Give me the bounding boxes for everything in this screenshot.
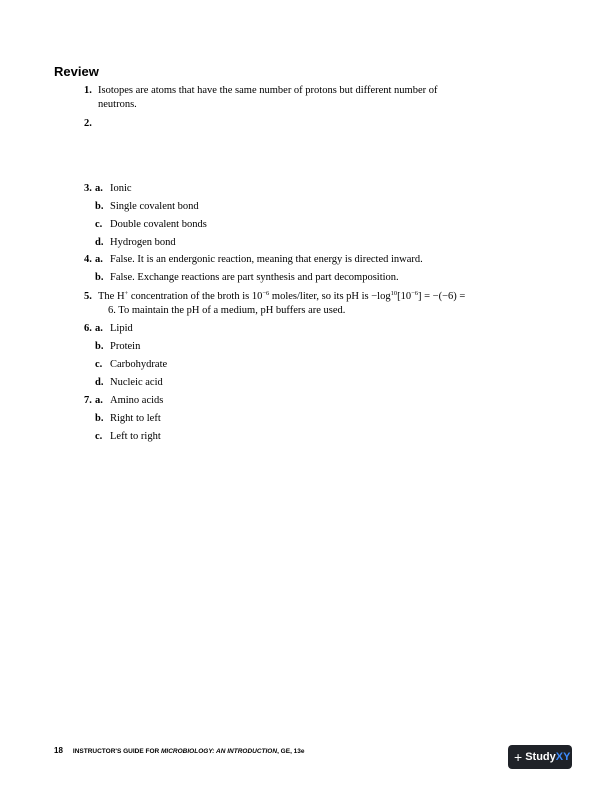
answer-text: Protein: [110, 341, 141, 352]
question-number: 1.: [84, 85, 92, 96]
answer-letter: b.: [95, 201, 104, 212]
answer-letter: c.: [95, 359, 103, 370]
question-number: 2.: [84, 118, 92, 129]
answer-letter: a.: [95, 323, 103, 334]
answer-fragment: The H: [98, 291, 125, 302]
answer-text: neutrons.: [98, 99, 137, 110]
answer-text: Right to left: [110, 413, 161, 424]
answer-fragment: concentration of the broth is 10: [128, 291, 263, 302]
answer-letter: a.: [95, 395, 103, 406]
logo-word-study: Study: [525, 751, 556, 763]
page-footer: [54, 746, 305, 755]
answer-letter: b.: [95, 272, 104, 283]
answer-text: Ionic: [110, 183, 132, 194]
question-number: 7.: [84, 395, 92, 406]
answer-text: False. It is an endergonic reaction, meaning that energy is directed inward.: [110, 254, 423, 265]
plus-icon: +: [514, 749, 523, 765]
section-heading: Review: [54, 64, 99, 79]
answer-text: 6. To maintain the pH of a medium, pH buffers are used.: [108, 305, 346, 316]
answer-letter: d.: [95, 237, 104, 248]
answer-fragment: ] = −(−6) =: [418, 291, 466, 302]
answer-letter: a.: [95, 254, 103, 265]
answer-text: Hydrogen bond: [110, 237, 176, 248]
answer-text: Carbohydrate: [110, 359, 168, 370]
footer-text: INSTRUCTOR'S GUIDE FOR: [72, 748, 162, 755]
answer-letter: b.: [95, 341, 104, 352]
answer-text: Lipid: [110, 323, 133, 334]
question-number: 3.: [84, 183, 92, 194]
answer-text: Amino acids: [110, 395, 164, 406]
answer-text: False. Exchange reactions are part synthesis and part decomposition.: [110, 272, 399, 283]
question-number: 5.: [84, 291, 92, 302]
answer-fragment: [10: [397, 291, 412, 302]
studyxy-logo: [508, 745, 572, 769]
footer-book-title: MICROBIOLOGY: AN INTRODUCTION: [161, 748, 278, 755]
answer-letter: d.: [95, 377, 104, 388]
answer-letter: c.: [95, 431, 103, 442]
footer-edition: , GE, 13e: [277, 748, 305, 755]
answer-letter: a.: [95, 183, 103, 194]
superscript: −6: [262, 290, 270, 297]
question-number: 6.: [84, 323, 92, 334]
superscript: 10: [390, 290, 398, 297]
answer-text: [98, 290, 465, 303]
answer-text: Nucleic acid: [110, 377, 163, 388]
logo-word-xy: XY: [555, 751, 571, 763]
answer-text: Double covalent bonds: [110, 219, 207, 230]
answer-fragment: moles/liter, so its pH is −log: [269, 291, 391, 302]
answer-text: Isotopes are atoms that have the same number of protons but different number of: [98, 85, 438, 96]
page-number: 18: [54, 746, 63, 755]
answer-letter: b.: [95, 413, 104, 424]
answer-text: Left to right: [110, 431, 161, 442]
superscript: −6: [411, 290, 418, 297]
answer-letter: c.: [95, 219, 103, 230]
answer-text: Single covalent bond: [110, 201, 199, 212]
superscript: +: [124, 290, 129, 297]
question-number: 4.: [84, 254, 92, 265]
